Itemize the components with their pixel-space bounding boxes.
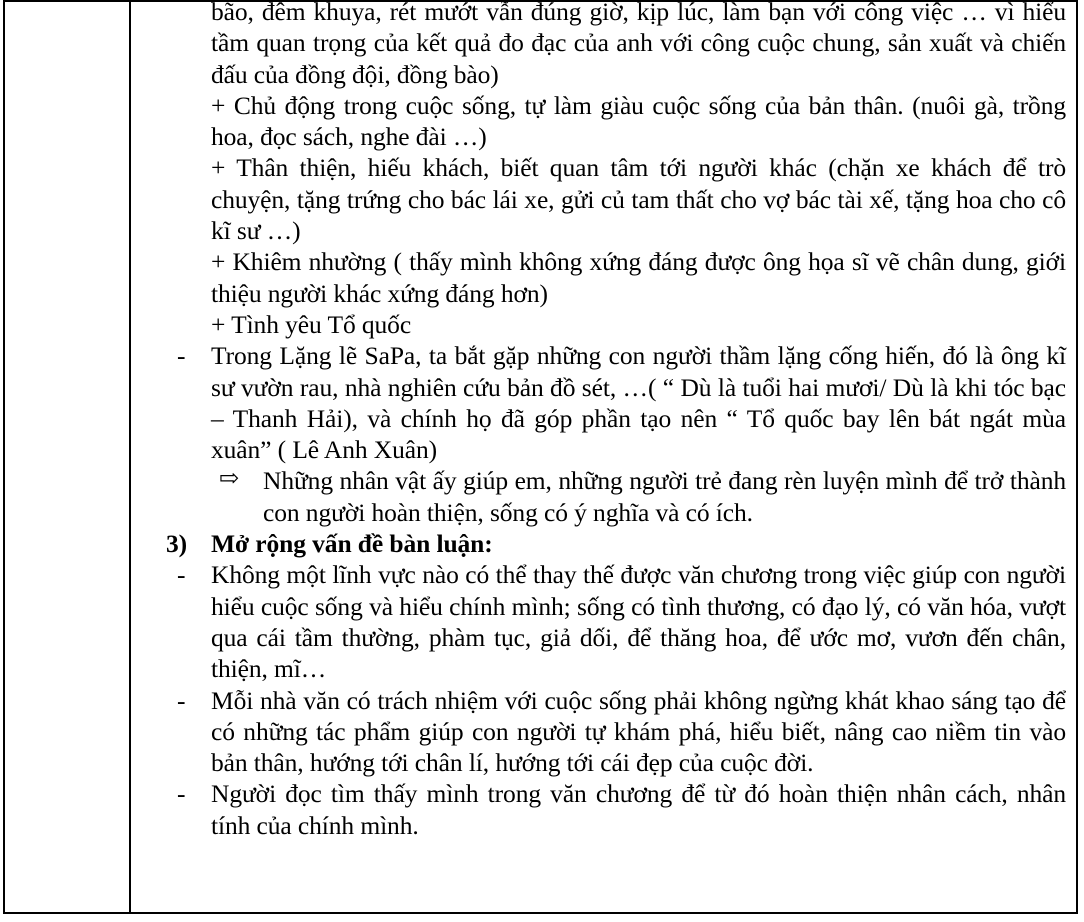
paragraph-text: + Khiêm nhường ( thấy mình không xứng đáng được ông họa sĩ vẽ chân dung, giới thiệu người khác xứng đáng hơn) — [211, 247, 1066, 308]
list-item-b6 — [131, 340, 1072, 465]
dash-bullet-marker: - — [177, 341, 186, 371]
list-item-b10 — [131, 685, 1072, 779]
list-item-text: Không một lĩnh vực nào có thể thay thế được văn chương trong việc giúp con người hiểu cuộc sống và hiểu chính mình; sống có tình thương, có đạo lý, có văn hóa, vượt qua cái tầm thường, phàm tục, giả dối, để thăng hoa, để ước mơ, vươn đến chân, thiện, mĩ… — [211, 560, 1066, 684]
list-item-text: Người đọc tìm thấy mình trong văn chương để từ đó hoàn thiện nhân cách, nhân tính của chính mình. — [211, 779, 1066, 840]
list-item-b7 — [131, 465, 1072, 528]
paragraph-text: + Thân thiện, hiếu khách, biết quan tâm tới người khác (chặn xe khách để trò chuyện, tặng trứng cho bác lái xe, gửi củ tam thất cho vợ bác tài xế, tặng hoa cho cô kĩ sư …) — [211, 153, 1066, 246]
paragraph-text: bão, đêm khuya, rét mướt vẫn đúng giờ, kịp lúc, làm bạn với công việc … vì hiểu tầm quan trọng của kết quả đo đạc của anh với công cuộc chung, sản xuất và chiến đấu của đồng đội, đồng bào) — [211, 2, 1066, 89]
document-table — [3, 0, 1078, 914]
paragraph-b5 — [131, 309, 1072, 340]
content-body — [131, 2, 1072, 841]
list-item-text: Trong Lặng lẽ SaPa, ta bắt gặp những con người thầm lặng cống hiến, đó là ông kĩ sư vườn rau, nhà nghiên cứu bản đồ sét, …( “ Dù là tuổi hai mươi/ Dù là khi tóc bạc – Thanh Hải), và chính họ đã góp phần tạo nên “ Tổ quốc bay lên bát ngát mùa xuân” ( Lê Anh Xuân) — [211, 341, 1066, 465]
table-left-column — [5, 2, 131, 912]
paragraph-b2 — [131, 90, 1072, 153]
dash-bullet-marker: - — [177, 779, 186, 809]
section-number: 3) — [166, 529, 188, 559]
list-item-text: Mỗi nhà văn có trách nhiệm với cuộc sống phải không ngừng khát khao sáng tạo để có những tác phẩm giúp con người tự khám phá, hiểu biết, nâng cao niềm tin vào bản thân, hướng tới chân lí, hướng tới cái đẹp của cuộc đời. — [211, 685, 1066, 778]
table-right-column — [131, 2, 1076, 912]
section-heading-3 — [131, 528, 1072, 559]
paragraph-text: + Chủ động trong cuộc sống, tự làm giàu cuộc sống của bản thân. (nuôi gà, trồng hoa, đọc sách, nghe đài …) — [211, 90, 1066, 152]
list-item-b9 — [131, 559, 1072, 684]
section-heading-text: Mở rộng vấn đề bàn luận: — [211, 529, 493, 559]
right-arrow-icon: ⇨ — [219, 466, 240, 493]
dash-bullet-marker: - — [177, 685, 186, 715]
paragraph-b1 — [131, 2, 1072, 90]
list-item-text: Những nhân vật ấy giúp em, những người trẻ đang rèn luyện mình để trở thành con người hoàn thiện, sống có ý nghĩa và có ích. — [263, 466, 1066, 527]
paragraph-b4 — [131, 246, 1072, 309]
paragraph-b3 — [131, 152, 1072, 246]
list-item-b11 — [131, 778, 1072, 841]
dash-bullet-marker: - — [177, 560, 186, 590]
paragraph-text: + Tình yêu Tổ quốc — [211, 309, 412, 339]
